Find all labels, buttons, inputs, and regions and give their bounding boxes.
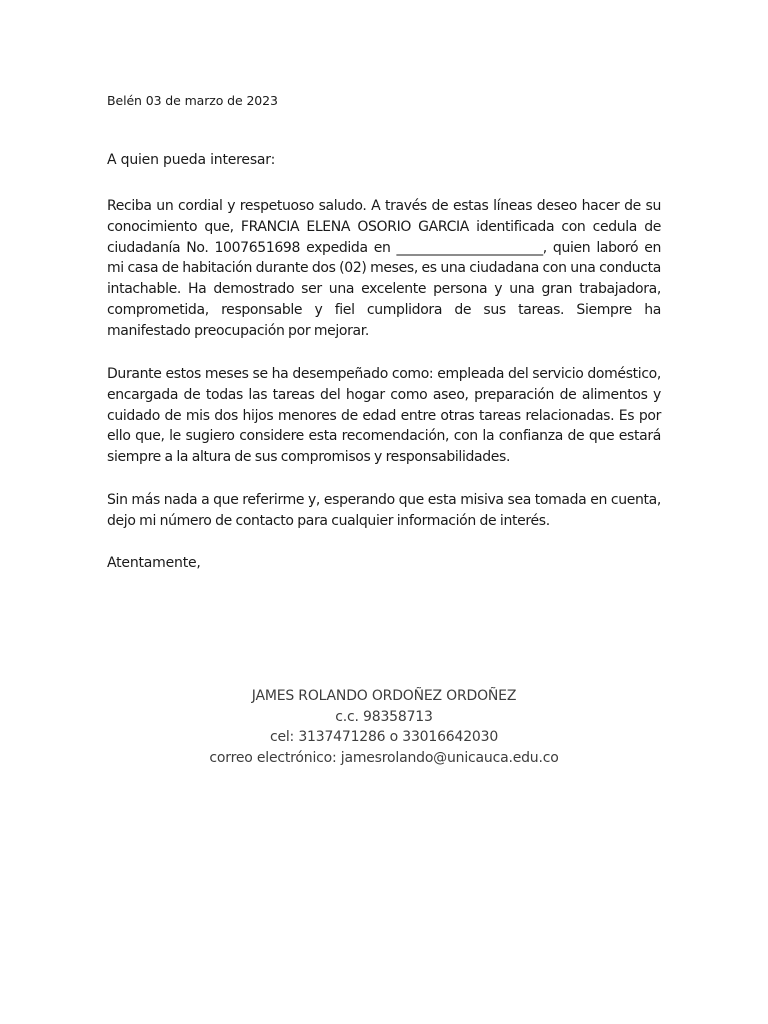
signer-id: c.c. 98358713 (335, 708, 433, 725)
salutation: A quien pueda interesar: (107, 152, 276, 168)
signature-block (0, 686, 768, 768)
date-line: Belén 03 de marzo de 2023 (107, 93, 278, 108)
signer-email: correo electrónico: jamesrolando@unicauca.edu.co (209, 749, 559, 766)
signer-name: JAMES ROLANDO ORDOÑEZ ORDOÑEZ (251, 688, 517, 704)
closing-line: Atentamente, (107, 555, 201, 571)
signer-phone: cel: 3137471286 o 33016642030 (269, 729, 499, 745)
body-paragraph-3: Sin más nada a que referirme y, esperando que esta misiva sea tomada en cuenta, dejo mi número de contacto para cualquier información de interés. (107, 492, 661, 529)
body-paragraph-2: Durante estos meses se ha desempeñado como: empleada del servicio doméstico, encargada de todas las tareas del hogar como aseo, preparación de alimentos y cuidado de mis dos hijos menores de edad entre otras tareas relacionadas. Es por ello que, le sugiero considere esta recomendación, con la confianza de que estará siempre a la altura de sus compromisos y responsabilidades. (107, 366, 661, 466)
body-paragraph-1: Reciba un cordial y respetuoso saludo. A través de estas líneas deseo hacer de su conocimiento que, FRANCIA ELENA OSORIO GARCIA identificada con cedula de ciudadanía No. 1007651698 expedida en ______________________, quien laboró en mi casa de habitación durante dos (02) meses, es una ciudadana con una conducta intachable. Ha demostrado ser una excelente persona y una gran trabajadora, comprometida, responsable y fiel cumplidora de sus tareas. Siempre ha manifestado preocupación por mejorar. (107, 198, 661, 339)
